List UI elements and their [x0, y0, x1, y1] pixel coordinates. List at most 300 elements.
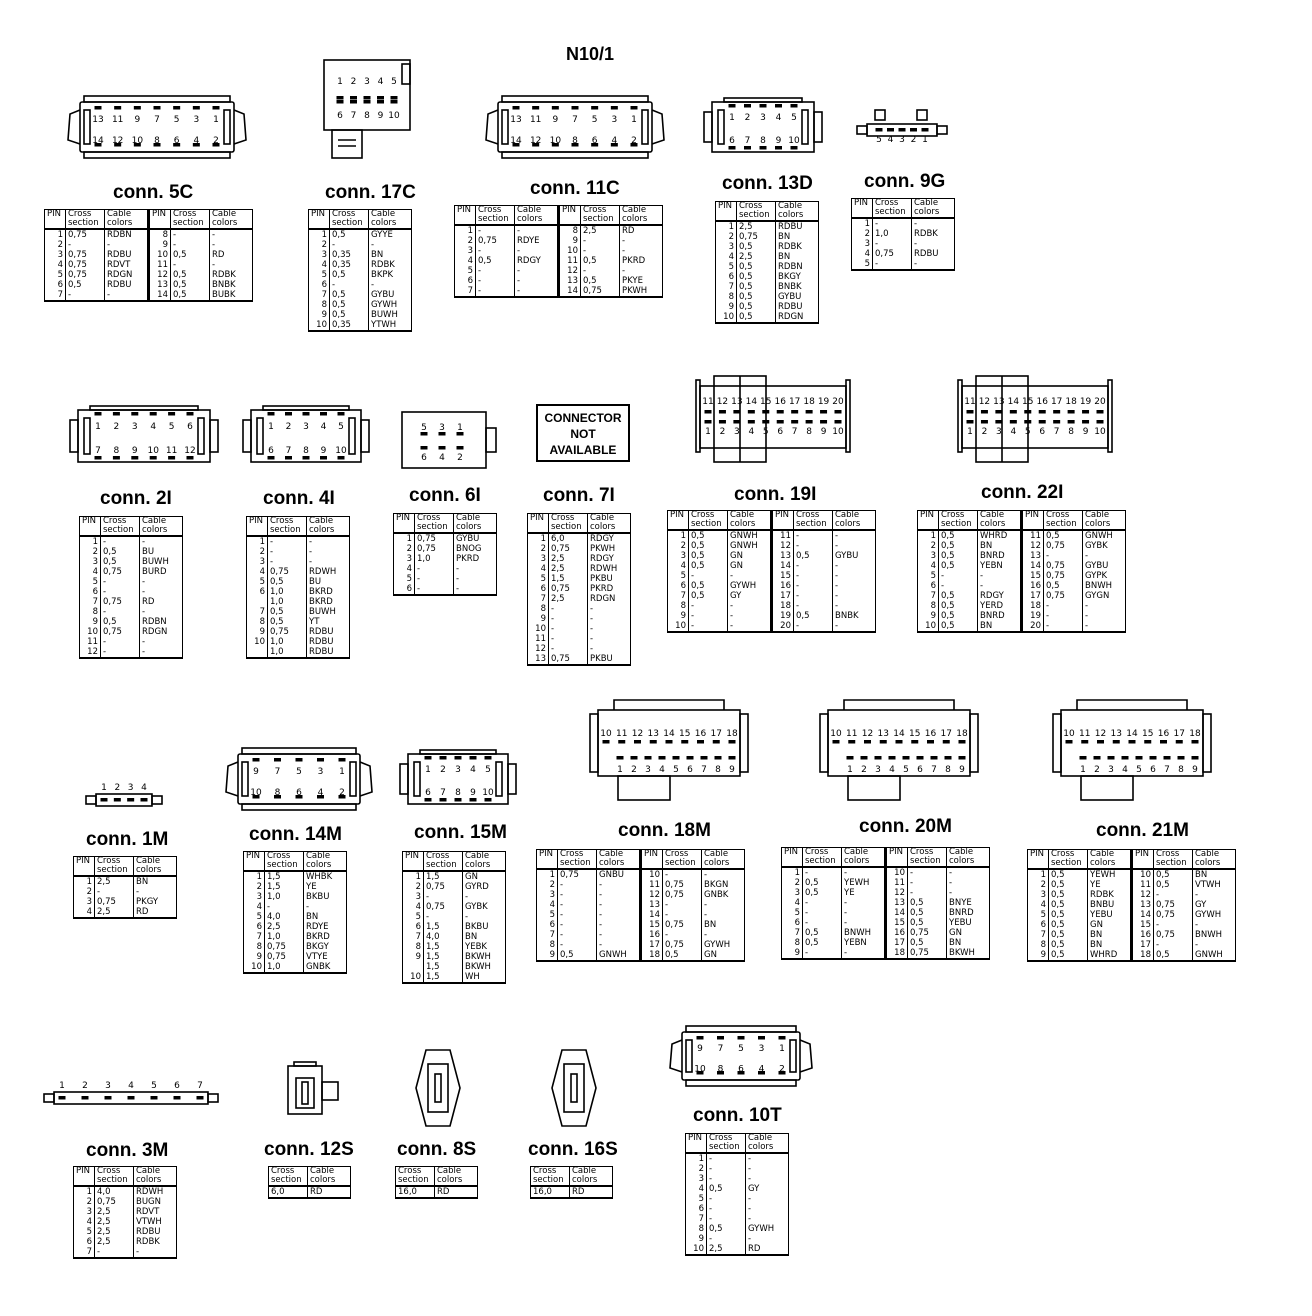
- cable-color: -: [304, 902, 347, 912]
- cable-color: PKRD: [588, 584, 631, 594]
- pin-label: 9: [470, 788, 476, 799]
- table-row: [716, 221, 819, 232]
- cross-section: -: [1044, 621, 1083, 632]
- cable-color: YT: [307, 617, 350, 627]
- cross-section: 2,5: [581, 225, 620, 236]
- cable-color: GYWH: [1193, 910, 1236, 920]
- cable-color: -: [842, 867, 886, 878]
- table-row: [80, 637, 183, 647]
- cross-section: 16,0: [531, 1186, 570, 1198]
- pin-contact: [320, 412, 327, 416]
- cross-section: 0,5: [1049, 950, 1088, 961]
- pin-number: 17: [1132, 940, 1154, 950]
- cable-color: -: [140, 587, 183, 597]
- cable-color: -: [1193, 890, 1236, 900]
- pin-label: 9: [134, 115, 141, 126]
- pin-contact: [1097, 740, 1104, 744]
- header-pin: PIN: [247, 517, 268, 537]
- cross-section: 0,5: [737, 262, 776, 272]
- pin-label: 13: [993, 397, 1005, 407]
- pin-contact: [131, 456, 138, 460]
- pin-number: 1: [852, 218, 873, 229]
- pin-label: 11: [964, 397, 976, 407]
- table-row: [394, 533, 497, 544]
- pin-number: 2: [852, 229, 873, 239]
- pin-number: 4: [716, 252, 737, 262]
- pin-label: 7: [350, 111, 357, 121]
- pin-contact: [779, 1036, 786, 1040]
- pin-contact: [296, 758, 303, 762]
- header-pin: PIN: [1028, 850, 1049, 870]
- cross-section: -: [707, 1174, 746, 1184]
- table-row: [45, 240, 253, 250]
- cable-color: RDGN: [588, 594, 631, 604]
- pin-label: 2: [114, 783, 121, 793]
- cross-section: -: [268, 536, 307, 547]
- pin-number: 10: [244, 962, 265, 973]
- pin-label: 16: [1036, 397, 1048, 407]
- cable-color: GYWH: [369, 300, 412, 310]
- pin-contact: [285, 456, 292, 460]
- cable-color: GYBU: [776, 292, 819, 302]
- pin-number: 3: [782, 888, 803, 898]
- pin-number: 5: [394, 574, 415, 584]
- header-cross: Cross section: [269, 1167, 308, 1187]
- table-row: [74, 907, 177, 918]
- connector-drawing-c13D: [704, 98, 822, 156]
- connector-drawing-c16S: [552, 1050, 596, 1126]
- table-row: [782, 938, 990, 948]
- pin-number: 4: [74, 907, 95, 918]
- pin-number: 18: [641, 950, 663, 961]
- header-pin: PIN: [559, 206, 581, 226]
- cross-section: 2,5: [95, 907, 134, 918]
- pin-label: 1: [967, 427, 973, 437]
- pin-contact: [729, 146, 736, 150]
- pin-number: 19: [1022, 611, 1044, 621]
- cable-color: -: [912, 218, 955, 229]
- header-pin: PIN: [149, 210, 171, 230]
- table-header-row: [716, 202, 819, 222]
- cable-color: BKGY: [304, 942, 347, 952]
- cross-section: 0,75: [476, 236, 515, 246]
- pin-contact: [364, 100, 371, 104]
- cable-color: RDBU: [134, 1227, 177, 1237]
- cross-section: 0,5: [689, 581, 728, 591]
- cross-section: 1,0: [268, 597, 307, 607]
- table-row: [686, 1224, 789, 1234]
- pin-label: 4: [775, 113, 782, 124]
- table-row: [852, 249, 955, 259]
- pin-number: 8: [686, 1224, 707, 1234]
- pin-number: 4: [668, 561, 689, 571]
- table-row: [247, 647, 350, 658]
- connector-label-c12S: conn. 12S: [264, 1139, 354, 1160]
- cable-color: -: [597, 920, 641, 930]
- pin-label: 17: [1173, 729, 1185, 739]
- cable-color: BN: [1193, 869, 1236, 880]
- cable-color: BN: [776, 232, 819, 242]
- table-row: [918, 551, 1126, 561]
- pin-label: 5: [296, 767, 302, 778]
- pin-table-c21M: [1027, 849, 1236, 962]
- cable-color: -: [454, 574, 497, 584]
- table-row: [528, 594, 631, 604]
- cross-section: -: [558, 940, 597, 950]
- pin-label: 1: [101, 783, 107, 793]
- pin-label: 1: [95, 421, 101, 432]
- pin-label: 8: [274, 788, 281, 799]
- pin-table-c10T: [685, 1133, 789, 1256]
- pin-contact: [744, 146, 751, 150]
- table-row: [403, 871, 506, 882]
- pin-contact: [673, 756, 680, 760]
- cable-color: -: [947, 878, 990, 888]
- table-row: [80, 627, 183, 637]
- header-cable: Cable colors: [947, 848, 990, 868]
- cable-color: -: [140, 647, 183, 658]
- cable-color: BNBU: [1088, 900, 1132, 910]
- connector-label-c22I: conn. 22I: [981, 482, 1064, 503]
- pin-label: 10: [788, 136, 800, 147]
- cross-section: 0,75: [66, 260, 105, 270]
- cable-color: YEWH: [1088, 869, 1132, 880]
- cross-section: -: [171, 229, 210, 240]
- pin-label: 18: [803, 397, 815, 407]
- cross-section: 0,5: [171, 270, 210, 280]
- pin-contact: [729, 740, 736, 744]
- pin-label: 8: [715, 765, 721, 775]
- cross-section: -: [549, 604, 588, 614]
- pin-number: 5: [45, 270, 66, 280]
- pin-number: 4: [403, 902, 424, 912]
- pin-number: 3: [403, 892, 424, 902]
- pin-number: 19: [772, 611, 794, 621]
- pin-contact: [927, 740, 934, 744]
- header-cable: Cable colors: [369, 210, 412, 230]
- cable-color: -: [912, 239, 955, 249]
- cable-color: -: [728, 571, 772, 581]
- pin-contact: [1024, 410, 1031, 414]
- cable-color: PKBU: [588, 654, 631, 665]
- table-row: [45, 260, 253, 270]
- pin-contact: [128, 1096, 135, 1100]
- pin-contact: [303, 456, 310, 460]
- pin-label: 6: [187, 421, 193, 432]
- header-cross: Cross section: [396, 1167, 435, 1187]
- pin-label: 12: [1094, 729, 1107, 739]
- cable-color: RDBN: [105, 229, 149, 240]
- pin-number: 9: [247, 627, 268, 637]
- cross-section: -: [558, 920, 597, 930]
- cross-section: 0,5: [1049, 930, 1088, 940]
- table-header-row: [74, 1167, 177, 1187]
- cable-color: -: [597, 940, 641, 950]
- cable-color: -: [833, 561, 876, 571]
- pin-number: 2: [686, 1164, 707, 1174]
- pin-number: 3: [80, 557, 101, 567]
- cross-section: -: [803, 918, 842, 928]
- cable-color: RDGY: [978, 591, 1022, 601]
- cable-color: GNWH: [597, 950, 641, 961]
- table-row: [1028, 910, 1236, 920]
- cable-color: YTWH: [369, 320, 412, 331]
- table-row: [244, 882, 347, 892]
- pin-number: 10: [247, 637, 268, 647]
- pin-contact: [1053, 420, 1060, 424]
- pin-contact: [833, 740, 840, 744]
- pin-label: 3: [758, 1044, 765, 1055]
- pin-label: 2: [631, 765, 637, 775]
- pin-label: 9: [320, 445, 327, 456]
- header-cross: Cross section: [95, 857, 134, 877]
- pin-contact: [1122, 756, 1129, 760]
- cable-color: BN: [304, 912, 347, 922]
- cable-color: -: [307, 547, 350, 557]
- pin-contact: [1082, 420, 1089, 424]
- pin-number: 20: [772, 621, 794, 632]
- cable-color: -: [620, 236, 663, 246]
- cross-section: 0,75: [1154, 930, 1193, 940]
- pin-number: 2: [74, 1197, 95, 1207]
- cross-section: -: [549, 634, 588, 644]
- pin-label: 5: [791, 113, 797, 124]
- pin-contact: [719, 420, 726, 424]
- header-pin: PIN: [394, 514, 415, 534]
- cross-section: -: [424, 892, 463, 902]
- cross-section: -: [581, 266, 620, 276]
- pin-label: 2: [1094, 765, 1100, 775]
- pin-number: 14: [1132, 910, 1154, 920]
- pin-label: 5: [673, 765, 679, 775]
- pin-label: 4: [887, 135, 894, 145]
- pin-contact: [1192, 756, 1199, 760]
- table-row: [686, 1204, 789, 1214]
- pin-number: 4: [244, 902, 265, 912]
- pin-number: [247, 597, 268, 607]
- pin-contact: [748, 410, 755, 414]
- pin-number: 10: [403, 972, 424, 983]
- pin-label: 1: [631, 115, 637, 126]
- pin-number: 6: [403, 922, 424, 932]
- cable-color: BNRD: [978, 611, 1022, 621]
- table-header-row: [269, 1167, 351, 1187]
- cross-section: -: [268, 547, 307, 557]
- cable-color: RDBN: [140, 617, 183, 627]
- header-pin: PIN: [852, 199, 873, 219]
- cross-section: 0,5: [663, 950, 702, 961]
- pin-number: 8: [537, 940, 558, 950]
- cross-section: 0,75: [1044, 591, 1083, 601]
- cross-section: 0,75: [1154, 900, 1193, 910]
- pin-number: 2: [782, 878, 803, 888]
- cross-section: 0,75: [101, 627, 140, 637]
- pin-contact: [127, 798, 134, 802]
- pin-number: 11: [772, 530, 794, 541]
- pin-number: 1: [918, 530, 939, 541]
- cable-color: RD: [620, 225, 663, 236]
- pin-number: 4: [1028, 900, 1049, 910]
- pin-label: 20: [1094, 397, 1106, 407]
- pin-contact: [174, 1096, 181, 1100]
- table-row: [716, 282, 819, 292]
- cable-color: -: [210, 229, 253, 240]
- pin-label: 5: [338, 421, 344, 432]
- cross-section: 0,75: [265, 942, 304, 952]
- pin-table-c8S: [395, 1166, 478, 1199]
- pin-contact: [1024, 420, 1031, 424]
- pin-contact: [440, 756, 447, 760]
- header-cross: Cross section: [908, 848, 947, 868]
- table-row: [537, 880, 745, 890]
- cable-color: BNYE: [947, 898, 990, 908]
- cable-color: YE: [1088, 880, 1132, 890]
- table-row: [528, 634, 631, 644]
- cable-color: BN: [1088, 930, 1132, 940]
- cross-section: 0,5: [171, 290, 210, 301]
- cross-section: -: [939, 581, 978, 591]
- cross-section: -: [794, 561, 833, 571]
- header-cable: Cable colors: [842, 848, 886, 868]
- pin-number: 1: [1028, 869, 1049, 880]
- pin-label: 1: [339, 767, 345, 778]
- cross-section: 0,75: [737, 232, 776, 242]
- cable-color: BUWH: [307, 607, 350, 617]
- cross-section: -: [794, 601, 833, 611]
- pin-contact: [959, 756, 966, 760]
- pin-number: 5: [403, 912, 424, 922]
- table-header-row: [394, 514, 497, 534]
- cable-color: RDBN: [776, 262, 819, 272]
- cable-color: -: [588, 624, 631, 634]
- pin-contact: [715, 756, 722, 760]
- table-row: [1028, 880, 1236, 890]
- cross-section: -: [330, 240, 369, 250]
- pin-number: 7: [455, 286, 476, 297]
- pin-contact: [1144, 740, 1151, 744]
- cable-color: RD: [140, 597, 183, 607]
- table-row: [918, 581, 1126, 591]
- pin-contact: [889, 756, 896, 760]
- pin-label: 8: [945, 765, 951, 775]
- cable-color: YE: [842, 888, 886, 898]
- table-header-row: [396, 1167, 478, 1187]
- pin-label: 10: [388, 111, 400, 121]
- na-line-3: AVAILABLE: [549, 443, 617, 457]
- pin-label: 10: [600, 729, 612, 739]
- table-row: [80, 577, 183, 587]
- cross-section: 0,5: [581, 276, 620, 286]
- cross-section: -: [939, 571, 978, 581]
- pin-label: 5: [485, 765, 491, 776]
- cross-section: 2,5: [549, 554, 588, 564]
- pin-contact: [150, 456, 157, 460]
- pin-number: 18: [1132, 950, 1154, 961]
- table-row: [716, 312, 819, 323]
- pin-contact: [733, 410, 740, 414]
- cable-color: BKWH: [463, 962, 506, 972]
- table-row: [918, 541, 1126, 551]
- connector-drawing-c22I: [958, 376, 1112, 462]
- pin-number: 6: [74, 1237, 95, 1247]
- pin-label: 15: [1142, 729, 1154, 739]
- pin-table-c1M: [73, 856, 177, 919]
- cross-section: -: [415, 564, 454, 574]
- cross-section: -: [794, 541, 833, 551]
- pin-contact: [967, 410, 974, 414]
- connector-drawing-c12S: [282, 1062, 346, 1118]
- pin-contact: [253, 758, 260, 762]
- pin-number: 3: [1028, 890, 1049, 900]
- table-row: [80, 587, 183, 597]
- pin-number: 7: [309, 290, 330, 300]
- pin-contact: [377, 100, 384, 104]
- cable-color: GN: [728, 561, 772, 571]
- table-row: [918, 621, 1126, 632]
- cable-color: -: [746, 1234, 789, 1244]
- cable-color: BUBK: [210, 290, 253, 301]
- table-header-row: [537, 850, 745, 870]
- pin-number: 3: [852, 239, 873, 249]
- table-row: [455, 225, 663, 236]
- header-cable: Cable colors: [515, 206, 559, 226]
- pin-label: 14: [510, 136, 522, 147]
- pin-label: 11: [616, 729, 628, 739]
- cable-color: -: [588, 634, 631, 644]
- connector-label-c11C: conn. 11C: [530, 178, 620, 199]
- pin-contact: [861, 756, 868, 760]
- header-cross: Cross section: [558, 850, 597, 870]
- pin-label: 7: [95, 445, 101, 456]
- pin-contact: [820, 410, 827, 414]
- cable-color: GYGN: [1083, 591, 1126, 601]
- table-row: [403, 952, 506, 962]
- pin-contact: [1097, 420, 1104, 424]
- cable-color: BKRD: [307, 597, 350, 607]
- pin-number: 10: [686, 1244, 707, 1255]
- cross-section: -: [1154, 890, 1193, 900]
- header-pin: PIN: [686, 1134, 707, 1154]
- pin-number: 15: [1132, 920, 1154, 930]
- pin-number: 14: [641, 910, 663, 920]
- table-row: [244, 952, 347, 962]
- pin-number: 6: [244, 922, 265, 932]
- table-header-row: [852, 199, 955, 219]
- table-row: [1028, 940, 1236, 950]
- pin-number: 4: [45, 260, 66, 270]
- cross-section: -: [707, 1204, 746, 1214]
- pin-label: 8: [303, 445, 309, 456]
- pin-number: 13: [149, 280, 171, 290]
- pin-label: 2: [350, 77, 357, 87]
- cable-color: BN: [776, 252, 819, 262]
- pin-label: 13: [92, 115, 104, 126]
- table-row: [528, 574, 631, 584]
- cable-color: RDBU: [105, 280, 149, 290]
- pin-number: 16: [772, 581, 794, 591]
- pin-contact: [777, 420, 784, 424]
- cable-color: RD: [570, 1186, 613, 1198]
- pin-number: 3: [45, 250, 66, 260]
- pin-contact: [337, 96, 344, 100]
- cross-section: 0,5: [1049, 869, 1088, 880]
- pin-number: 10: [149, 250, 171, 260]
- table-row: [80, 557, 183, 567]
- cable-color: BN: [947, 938, 990, 948]
- connector-drawing-c4I: [243, 406, 369, 466]
- cable-color: BN: [978, 541, 1022, 551]
- pin-label: 7: [744, 136, 751, 147]
